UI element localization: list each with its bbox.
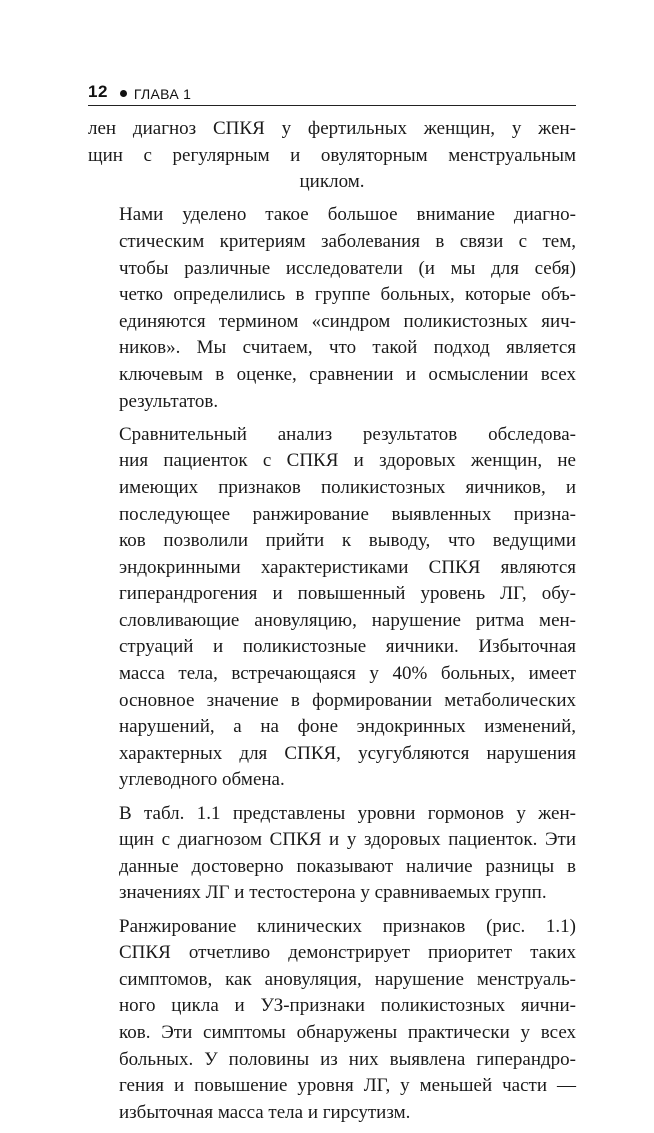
text-line: данные достоверно показывают наличие разницы в xyxy=(119,855,576,877)
text-line: единяются термином «синдром поликистозных яич- xyxy=(119,310,576,332)
text-line: гения и повышение уровня ЛГ, у меньшей части — xyxy=(119,1075,576,1097)
text-line: щин с диагнозом СПКЯ и у здоровых пациенток. Эти xyxy=(119,829,576,851)
text-line: результатов. xyxy=(119,390,219,412)
text-line: имеющих признаков поликистозных яичников, и xyxy=(119,476,576,498)
text-line: В табл. 1.1 представлены уровни гормонов у жен- xyxy=(119,802,576,824)
text-line: последующее ранжирование выявленных призна- xyxy=(119,503,576,525)
text-line: Сравнительный анализ результатов обследова- xyxy=(119,423,576,445)
paragraph xyxy=(88,116,576,196)
chapter-title: ГЛАВА 1 xyxy=(133,86,192,102)
text-line: масса тела, встречающаяся у 40% больных, имеет xyxy=(119,663,576,685)
text-line: основное значение в формировании метаболических xyxy=(119,689,576,711)
text-line: характерных для СПКЯ, усугубляются нарушения xyxy=(119,742,576,764)
text-line: чтобы различные исследователи (и мы для себя) xyxy=(119,257,576,279)
text-line: углеводного обмена. xyxy=(119,769,285,791)
text-line: нарушений, а на фоне эндокринных изменений, xyxy=(119,716,576,738)
text-line: словливающие ановуляцию, нарушение ритма мен- xyxy=(119,609,576,631)
text-line: гиперандрогения и повышенный уровень ЛГ, обу- xyxy=(119,583,576,605)
text-line: избыточная масса тела и гирсутизм. xyxy=(119,1101,411,1123)
text-line: значениях ЛГ и тестостерона у сравниваемых групп. xyxy=(119,882,547,904)
text-line: щин с регулярным и овуляторным менструальным xyxy=(88,144,576,166)
text-line: симптомов, как ановуляция, нарушение менструаль- xyxy=(119,968,576,990)
text-line: струаций и поликистозные яичники. Избыточная xyxy=(119,636,576,658)
text-line: лен диагноз СПКЯ у фертильных женщин, у жен- xyxy=(88,118,576,139)
text-line: циклом. xyxy=(299,171,365,193)
text-line: четко определились в группе больных, которые объ- xyxy=(119,284,576,306)
text-line: Ранжирование клинических признаков (рис. 1.1) xyxy=(119,915,576,937)
body-text xyxy=(88,116,576,1133)
running-head xyxy=(88,80,576,106)
text-line: ков. Эти симптомы обнаружены практически у всех xyxy=(119,1021,576,1043)
page-number: 12 xyxy=(88,82,108,101)
text-line: ников». Мы считаем, что такой подход является xyxy=(119,337,576,359)
text-line: больных. У половины из них выявлена гиперандро- xyxy=(119,1048,576,1070)
text-line: эндокринными характеристиками СПКЯ являются xyxy=(119,556,576,578)
bullet-icon xyxy=(120,90,127,97)
paragraph xyxy=(88,801,576,907)
paragraph xyxy=(88,202,576,415)
text-line: стическим критериям заболевания в связи с тем, xyxy=(119,230,576,252)
text-line: ков позволили прийти к выводу, что ведущими xyxy=(119,530,576,552)
text-line: СПКЯ отчетливо демонстрирует приоритет таких xyxy=(119,942,576,964)
paragraph xyxy=(88,914,576,1127)
text-line: ключевым в оценке, сравнении и осмыслении всех xyxy=(119,363,576,385)
text-line: ного цикла и УЗ-признаки поликистозных яични- xyxy=(119,995,576,1017)
text-line: ния пациенток с СПКЯ и здоровых женщин, не xyxy=(119,450,576,472)
text-line: Нами уделено такое большое внимание диагно- xyxy=(119,204,576,226)
paragraph xyxy=(88,422,576,794)
